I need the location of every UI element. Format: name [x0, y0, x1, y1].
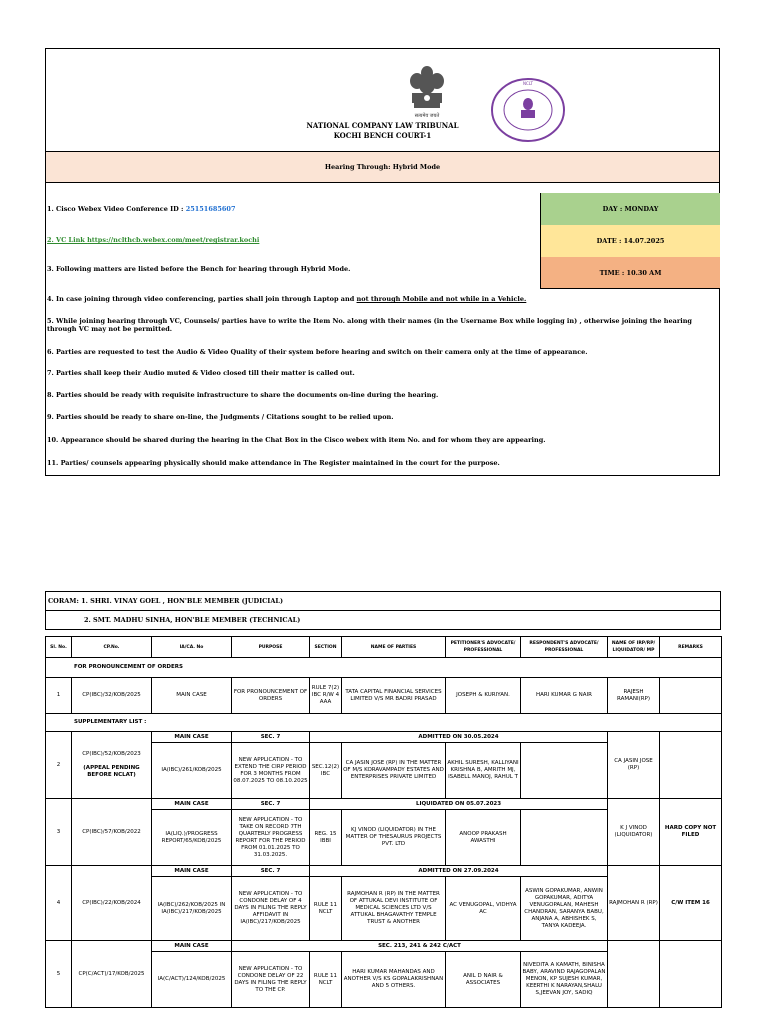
header	[46, 49, 719, 152]
day-cell: DAY : MONDAY	[540, 193, 720, 225]
table-header-row	[46, 637, 722, 658]
col-remarks: REMARKS	[660, 637, 722, 658]
case-subheader-row: 3 CP(IBC)/57/KOB/2022 MAIN CASE SEC. 7 LIQUIDATED ON 05.07.2023 K J VINOD (LIQUIDATOR) HARD COPY NOT FILED	[46, 799, 722, 810]
notice-item-7: 7. Parties shall keep their Audio muted & Video closed till their matter is called out.	[47, 369, 355, 377]
time-cell: TIME : 10.30 AM	[540, 257, 720, 289]
case-subheader-row: 4 CP(IBC)/22/KOB/2024 MAIN CASE SEC. 7 ADMITTED ON 27.09.2024 RAJMOHAN R (RP) C/W ITEM 16	[46, 866, 722, 877]
coram-member-1: CORAM: 1. SHRI. VINAY GOEL , HON'BLE MEMBER (JUDICIAL)	[46, 592, 720, 611]
col-ia-no: IA/CA. No	[152, 637, 232, 658]
date-cell: DATE : 14.07.2025	[540, 225, 720, 257]
hearing-mode: Hearing Through: Hybrid Mode	[46, 152, 719, 183]
col-petitioner: PETITIONER'S ADVOCATE/ PROFESSIONAL	[446, 637, 521, 658]
notice-item-9: 9. Parties should be ready to share on-line, the Judgments / Citations sought to be relied upon.	[47, 413, 394, 421]
bench-name: KOCHI BENCH COURT-1	[333, 131, 432, 140]
section-row: SUPPLEMENTARY LIST :	[46, 714, 722, 732]
cause-list-table	[45, 636, 722, 1008]
notice-item-11: 11. Parties/ counsels appearing physically should make attendance in The Register maintained in the court for the purpose.	[47, 459, 500, 467]
section-row: FOR PRONOUNCEMENT OF ORDERS	[46, 658, 722, 678]
national-emblem-icon	[402, 63, 452, 121]
notice-item-6: 6. Parties are requested to test the Audio & Video Quality of their system before hearing and switch on their camera only at the time of appearance.	[47, 348, 588, 356]
webex-id[interactable]: 25151685607	[185, 205, 236, 213]
notice-item-5: 5. While joining hearing through VC, Counsels/ parties have to write the Item No. along with their names (in the Username Box while logging in) , otherwise joining the hearing through VC may not be permitted.	[47, 317, 692, 333]
col-cp-no: CP.No.	[72, 637, 152, 658]
table-row: 1 CP(IBC)/32/KOB/2025 MAIN CASE FOR PRONOUNCEMENT OF ORDERS RULE 7(2) IBC R/W 4 AAA TATA CAPITAL FINANCIAL SERVICES LIMITED V/S MR BADRI PRASAD JOSEPH & KURIYAN. HARI KUMAR G NAIR RAJESH RAMANI(RP)	[46, 678, 722, 714]
case-subheader-row: 2 CP(IBC)/52/KOB/2023 (APPEAL PENDING BEFORE NCLAT) MAIN CASE SEC. 7 ADMITTED ON 30.05.2024 CA JASIN JOSE (RP)	[46, 732, 722, 743]
svg-text:NCLT: NCLT	[523, 81, 533, 86]
table-row: IA(IBC)/261/KOB/2025 NEW APPLICATION - TO EXTEND THE CIRP PERIOD FOR 3 MONTHS FROM 08.07.2025 TO 08.10.2025 SEC.12(2) IBC CA JASIN JOSE (RP) IN THE MATTER OF M/S KORAVAMPADY ESTATES AND ENTERPRISES PRIVATE LIMITED AKHIL SURESH, KALLIYANI KRISHNA B, AMRITH MJ, ISABELL MANOJ, RAHUL T	[46, 743, 722, 799]
table-row: IA(C/ACT)/124/KOB/2025 NEW APPLICATION - TO CONDONE DELAY OF 22 DAYS IN FILING THE REPLY TO THE CP. RULE 11 NCLT HARI KUMAR MAHANDAS AND ANOTHER V/S KS GOPALAKRISHNAN AND 5 OTHERS. ANIL D NAIR & ASSOCIATES NIVEDITA A KAMATH, BINISHA BABY, ARAVIND RAJAGOPALAN MENON, KP SUJESH KUMAR, KEERTHI K NARAYAN,SHALU S,JEEVAN JOY, SADIQ	[46, 952, 722, 1008]
notice-item-1: 1. Cisco Webex Video Conference ID : 25151685607	[47, 205, 236, 213]
case-subheader-row: 5 CP(C/ACT)/17/KOB/2025 MAIN CASE SEC. 213, 241 & 242 C/ACT	[46, 941, 722, 952]
svg-text:सत्यमेव जयते: सत्यमेव जयते	[414, 113, 440, 119]
notice-item-2: 2. VC Link https://nclthcb.webex.com/meet/registrar.kochi	[47, 236, 260, 244]
coram-member-2: 2. SMT. MADHU SINHA, HON'BLE MEMBER (TECHNICAL)	[84, 616, 301, 624]
notice-panel	[45, 48, 720, 476]
vc-link[interactable]: https://nclthcb.webex.com/meet/registrar.kochi	[87, 236, 260, 244]
col-section: SECTION	[310, 637, 342, 658]
notice-item-3: 3. Following matters are listed before the Bench for hearing through Hybrid Mode.	[47, 265, 351, 273]
col-sl-no: Sl. No.	[46, 637, 72, 658]
col-irp: NAME OF IRP/RP/ LIQUIDATOR/ MP	[608, 637, 660, 658]
col-purpose: PURPOSE	[232, 637, 310, 658]
notice-item-8: 8. Parties should be ready with requisite infrastructure to share the documents on-line during the hearing.	[47, 391, 439, 399]
col-parties: NAME OF PARTIES	[342, 637, 446, 658]
org-name: NATIONAL COMPANY LAW TRIBUNAL	[306, 121, 459, 130]
notice-item-4: 4. In case joining through video conferencing, parties shall join through Laptop and not through Mobile and not while in a Vehicle.	[47, 295, 527, 303]
col-respondent: RESPONDENT'S ADVOCATE/ PROFESSIONAL	[521, 637, 608, 658]
table-row: IA(IBC)/262/KOB/2025 IN IA(IBC)/217/KOB/2025 NEW APPLICATION - TO CONDONE DELAY OF 4 DAYS IN FILING THE REPLY AFFIDAVIT IN IA(IBC)/217/KOB/2025 RULE 11 NCLT RAJMOHAN R (RP) IN THE MATTER OF ATTUKAL DEVI INSTITUTE OF MEDICAL SCIENCES LTD V/S ATTUKAL BHAGAVATHY TEMPLE TRUST & ANOTHER AC VENUGOPAL, VIDHYA AC ASWIN GOPAKUMAR, ANWIN GOPAKUMAR, ADITYA VENUGOPALAN, MAHESH CHANDRAN, SARANYA BABU, ANJANA A, ABHISHEK S, TANYA KADEEJA.	[46, 877, 722, 941]
table-row: IA(LIQ.)/PROGRESS REPORT/65/KOB/2025 NEW APPLICATION - TO TAKE ON RECORD 7TH QUARTERLY PROGRESS REPORT FOR THE PERIOD FROM 01.01.2025 TO 31.03.2025. REG. 15 IBBI KJ VINOD (LIQUIDATOR) IN THE MATTER OF THESAURUS PROJECTS PVT. LTD ANOOP PRAKASH AWASTHI	[46, 810, 722, 866]
notice-item-10: 10. Appearance should be shared during the hearing in the Chat Box in the Cisco webex with item No. and for whom they are appearing.	[47, 436, 546, 444]
coram-block	[45, 591, 721, 630]
